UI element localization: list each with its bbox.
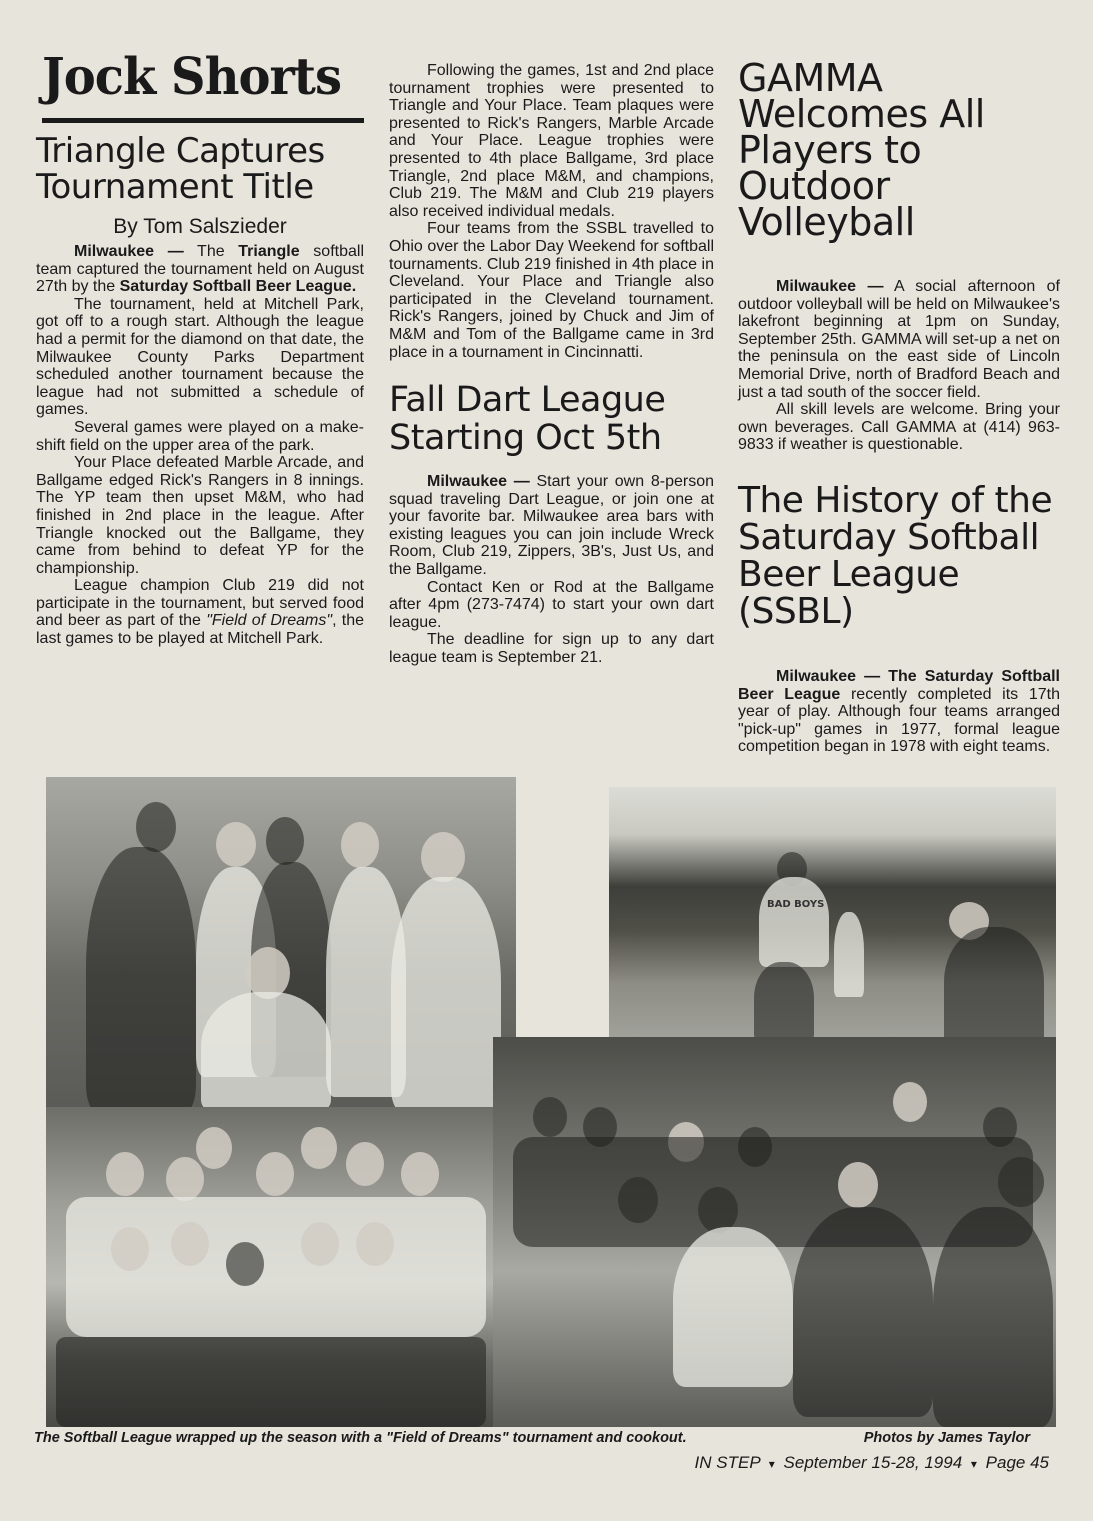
article-headline-dart-league: Fall Dart League Starting Oct 5th	[389, 380, 666, 459]
team-name: Triangle	[238, 243, 300, 260]
article1-paragraph-6: Following the games, 1st and 2nd place tournament trophies were presented to Triangle and Your Place. Team plaques were presented to Rick's Rangers, Marble Arcade and Your Place. League trophies were presented to 4th place Ballgame, 3rd place Triangle, 2nd place M&M, and champions, Club 219. The M&M and Club 219 players also received individual medals.	[389, 62, 714, 220]
article-headline-triangle: Triangle Captures Tournament Title	[36, 131, 325, 207]
issue-date: September 15-28, 1994	[783, 1453, 963, 1472]
photo-medal-winners	[46, 777, 516, 1112]
league-name: Saturday Softball Beer League.	[119, 278, 357, 296]
column-3	[738, 56, 1061, 756]
photo-batter	[609, 787, 1056, 1049]
text-run: softball team captured the tournament held on August 27th by the	[36, 243, 364, 296]
column-1	[36, 47, 365, 648]
photo-collage	[46, 777, 1056, 1427]
section-masthead: Jock Shorts	[42, 47, 341, 107]
article2-paragraph-1	[389, 473, 714, 579]
text-run: The	[183, 243, 239, 260]
dateline: Milwaukee — The Saturday Softball Beer League	[738, 667, 1060, 703]
dateline: Milwaukee —	[776, 278, 884, 295]
text-run: , the last games to be played at Mitchell Park.	[36, 612, 365, 648]
page-number: Page 45	[985, 1453, 1049, 1472]
column-2	[389, 62, 714, 667]
dateline: Milwaukee —	[74, 243, 184, 260]
text-run: A social afternoon of outdoor volleyball will be held on Milwaukee's lakefront beginning at 1pm on Sunday, September 25th. GAMMA will set-up a net on the peninsula on the east side of Lincoln Memorial Drive, north of Bradford Beach and just a tad south of the soccer field.	[738, 278, 1061, 401]
article2-paragraph-3: The deadline for sign up to any dart league team is September 21.	[389, 631, 714, 667]
article1-paragraph-7: Four teams from the SSBL travelled to Ohio over the Labor Day Weekend for softball tournaments. Club 219 finished in 4th place in Cleveland. Your Place and Triangle also participated in the Cleveland tournament. Rick's Rangers, joined by Chuck and Jim of M&M and Tom of the Ballgame came in 3rd place in a tournament in Cincinnatti.	[389, 220, 714, 361]
article4-paragraph-1	[738, 668, 1060, 756]
photo-team-group	[46, 1107, 493, 1427]
page-footer	[695, 1453, 1049, 1473]
footer-separator: ▾	[970, 1457, 977, 1471]
footer-separator: ▾	[768, 1457, 775, 1471]
masthead-rule	[42, 118, 364, 123]
article1-paragraph-1	[36, 243, 364, 296]
event-name: "Field of Dreams"	[206, 612, 333, 630]
dateline: Milwaukee —	[427, 473, 530, 491]
article3-paragraph-2: All skill levels are welcome. Bring your own beverages. Call GAMMA at (414) 963-9833 if weather is questionable.	[738, 401, 1060, 454]
article1-paragraph-4: Your Place defeated Marble Arcade, and Ballgame edged Rick's Rangers in 8 innings. The YP team then upset M&M, who had finished in 2nd place in the league. After Triangle knocked out the Ballgame, they came from behind to defeat YP for the championship.	[36, 454, 364, 577]
article1-paragraph-5	[36, 577, 364, 647]
text-run: Start your own 8-person squad traveling Dart League, or join one at your favorite bar. Milwaukee area bars with existing leagues you can join include Wreck Room, Club 219, Zippers, 3B's, Just Us, and the Ballgame.	[389, 473, 714, 579]
photo-caption	[34, 1430, 1064, 1446]
article1-paragraph-3: Several games were played on a make-shift field on the upper area of the park.	[36, 418, 364, 454]
article-headline-ssbl-history: The History of the Saturday Softball Beer League (SSBL)	[738, 479, 1053, 632]
photo-bleacher-crowd	[493, 1037, 1056, 1427]
photo-credit: Photos by James Taylor	[863, 1430, 1030, 1446]
byline: By Tom Salszieder	[113, 215, 287, 238]
article2-paragraph-2: Contact Ken or Rod at the Ballgame after 4pm (273-7474) to start your own dart league.	[389, 578, 714, 631]
publication-name: IN STEP	[694, 1453, 761, 1472]
shirt-text: BAD BOYS	[767, 899, 825, 910]
caption-text: The Softball League wrapped up the season with a "Field of Dreams" tournament and cookout.	[34, 1430, 687, 1446]
article1-paragraph-2: The tournament, held at Mitchell Park, got off to a rough start. Although the league had a permit for the diamond on that date, the Milwaukee County Parks Department scheduled another tournament because the league had not submitted a schedule of games.	[36, 295, 364, 419]
article3-paragraph-1	[738, 278, 1060, 401]
article-headline-gamma: GAMMA Welcomes All Players to Outdoor Volleyball	[738, 56, 985, 244]
text-run: recently completed its 17th year of play. Although four teams arranged "pick-up" games in 1977, formal league competition began in 1978 with eight teams.	[738, 685, 1060, 756]
text-run: League champion Club 219 did not participate in the tournament, but served food and beer as part of the	[36, 577, 364, 630]
